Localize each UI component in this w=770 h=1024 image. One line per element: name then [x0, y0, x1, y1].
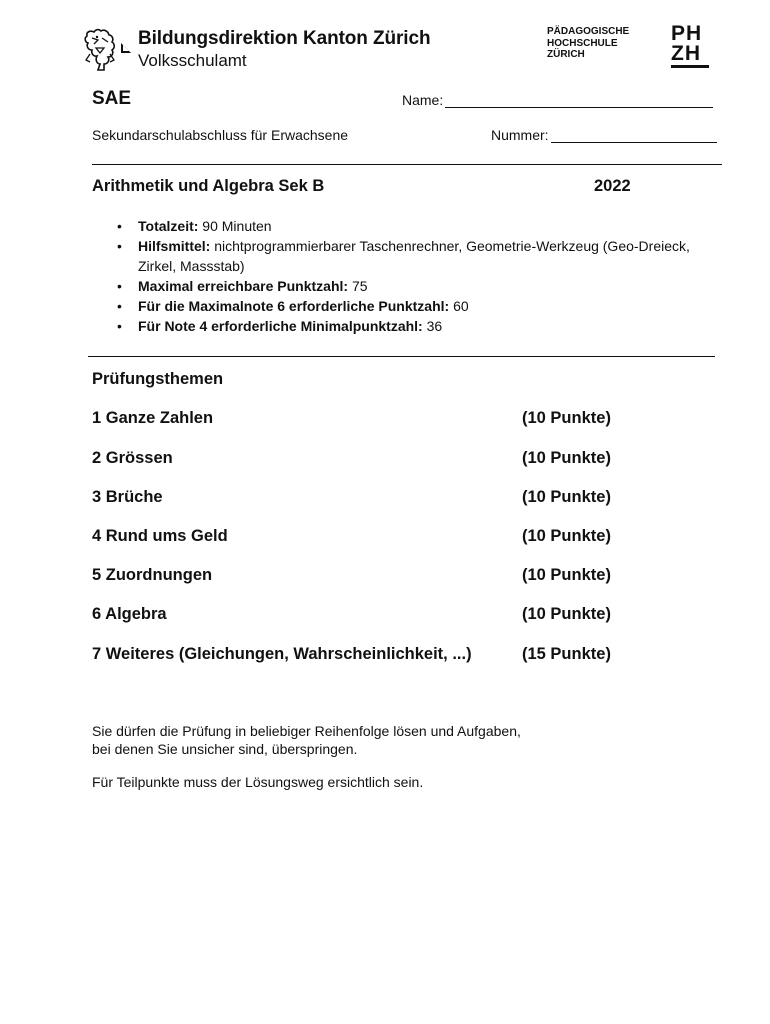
- org-subtitle: Volksschulamt: [138, 51, 247, 70]
- info-value: 75: [348, 278, 368, 294]
- topic-points: (10 Punkte): [522, 449, 611, 467]
- phzh-logo-top: PH: [671, 22, 703, 45]
- phzh-logo-bar: [671, 65, 709, 68]
- topic-points: (10 Punkte): [522, 409, 611, 427]
- topic-points: (10 Punkte): [522, 566, 611, 584]
- phzh-logo: [671, 24, 709, 68]
- phzh-name: [547, 26, 629, 61]
- topic-name: 4 Rund ums Geld: [92, 527, 228, 545]
- info-value: 90 Minuten: [198, 218, 272, 234]
- exam-year: 2022: [594, 177, 631, 195]
- topic-points: (10 Punkte): [522, 605, 611, 623]
- exam-title: Arithmetik und Algebra Sek B: [92, 177, 325, 195]
- phzh-line: PÄDAGOGISCHE: [547, 26, 630, 37]
- info-value: 60: [449, 298, 469, 314]
- list-item: [92, 236, 692, 276]
- number-field: [491, 127, 717, 143]
- topic-name: 5 Zuordnungen: [92, 566, 213, 584]
- arrow-mark-icon: [120, 42, 132, 54]
- topic-points: (15 Punkte): [522, 645, 611, 663]
- info-label: Maximal erreichbare Punktzahl:: [138, 278, 349, 294]
- exam-info-list: [92, 216, 692, 336]
- list-item: [92, 276, 692, 296]
- phzh-line: HOCHSCHULE: [547, 37, 618, 49]
- name-input-line[interactable]: [445, 94, 713, 108]
- divider: [92, 164, 722, 165]
- phzh-logo-bottom: ZH: [671, 42, 701, 65]
- bullet-icon: •: [117, 318, 122, 334]
- org-title: Bildungsdirektion Kanton Zürich: [138, 28, 431, 49]
- info-value: nichtprogrammierbarer Taschenrechner, Geometrie-Werkzeug (Geo-Dreieck, Zirkel, Massstab): [138, 238, 690, 274]
- topic-points: (10 Punkte): [522, 488, 611, 506]
- info-label: Totalzeit:: [138, 218, 199, 234]
- topic-name: 1 Ganze Zahlen: [92, 409, 214, 427]
- list-item: [92, 316, 692, 336]
- number-label: Nummer:: [491, 127, 549, 143]
- topics-heading: Prüfungsthemen: [92, 370, 224, 388]
- bullet-icon: •: [117, 238, 122, 254]
- partial-points-note: Für Teilpunkte muss der Lösungsweg ersichtlich sein.: [92, 774, 424, 790]
- bullet-icon: •: [117, 278, 122, 294]
- instruction-text: [92, 722, 652, 758]
- number-input-line[interactable]: [551, 129, 717, 143]
- divider: [88, 356, 715, 357]
- info-label: Hilfsmittel:: [138, 238, 211, 254]
- info-value: 36: [422, 318, 443, 334]
- phzh-line: ZÜRICH: [547, 49, 585, 60]
- info-label: Für Note 4 erforderliche Minimalpunktzahl:: [138, 318, 423, 334]
- bullet-icon: •: [117, 218, 122, 234]
- name-label: Name:: [402, 92, 444, 108]
- topic-points: (10 Punkte): [522, 527, 611, 545]
- document-subtitle: Sekundarschulabschluss für Erwachsene: [92, 127, 349, 143]
- list-item: [92, 296, 692, 316]
- topic-name: 7 Weiteres (Gleichungen, Wahrscheinlichkeit, ...): [92, 645, 472, 663]
- bullet-icon: •: [117, 298, 122, 314]
- topic-name: 2 Grössen: [92, 449, 173, 467]
- list-item: [92, 216, 692, 236]
- zurich-lion-logo-icon: [80, 26, 120, 74]
- instruction-line: Sie dürfen die Prüfung in beliebiger Reihenfolge lösen und Aufgaben,: [92, 723, 521, 739]
- topic-name: 6 Algebra: [92, 605, 167, 623]
- info-label: Für die Maximalnote 6 erforderliche Punktzahl:: [138, 298, 450, 314]
- topic-name: 3 Brüche: [92, 488, 163, 506]
- instruction-line: bei denen Sie unsicher sind, überspringen.: [92, 741, 358, 757]
- document-title: SAE: [92, 88, 132, 109]
- name-field: [402, 92, 713, 108]
